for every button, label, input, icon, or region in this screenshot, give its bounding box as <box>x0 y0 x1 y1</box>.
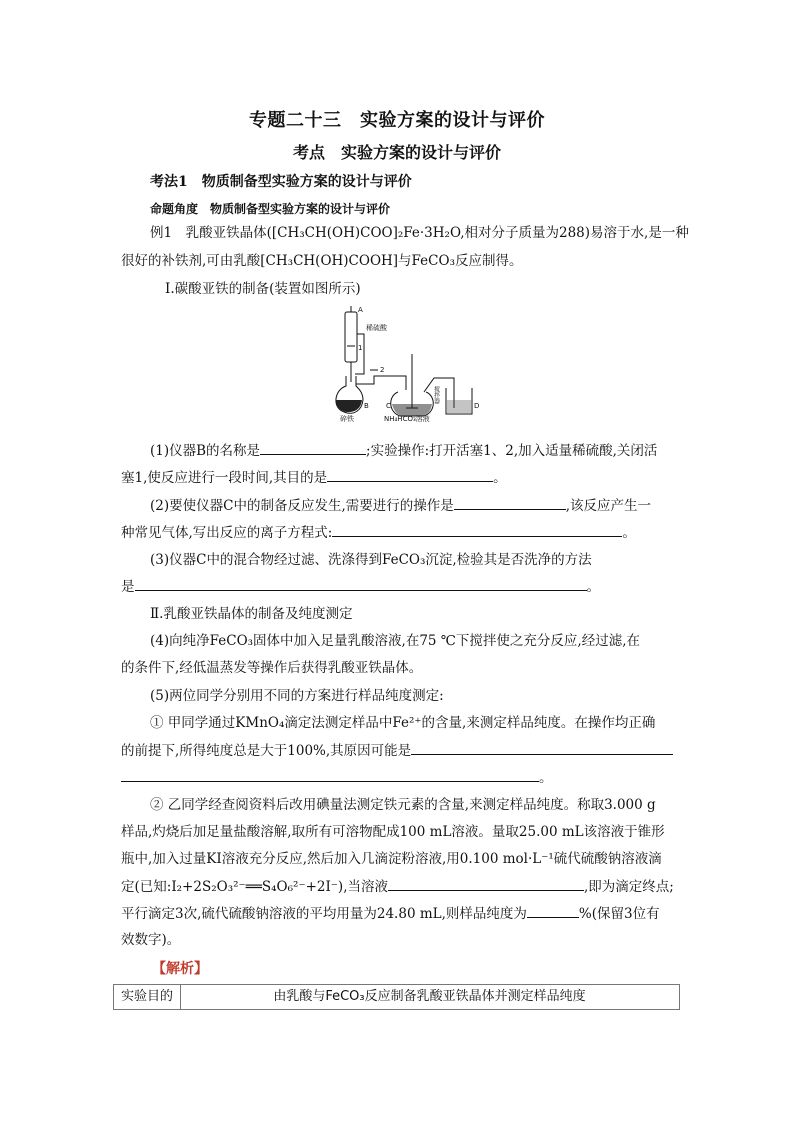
example-line-1: 例1 乳酸亚铁晶体([CH₃CH(OH)COO]₂Fe·3H₂O,相对分子质量为288)易溶于水,是一种 <box>150 225 689 241</box>
label-2: 2 <box>380 366 385 374</box>
label-acid: 稀硫酸 <box>366 324 387 332</box>
q5-2-text-f: 平行滴定3次,硫代硫酸钠溶液的平均用量为24.80 mL,则样品纯度为 <box>121 906 527 922</box>
analysis-table <box>113 984 680 1010</box>
connecting-tube <box>356 376 406 390</box>
q5-1-text-b: 的前提下,所得纯度总是大于100%,其原因可能是 <box>121 743 412 759</box>
analysis-row-head: 实验目的 <box>114 985 181 1009</box>
q5-2-text-e: ,即为滴定终点; <box>584 879 674 895</box>
angle-heading: 命题角度 物质制备型实验方案的设计与评价 <box>150 202 391 216</box>
q2-text-b: ,该反应产生一 <box>565 498 652 514</box>
question-1-line-2 <box>121 467 507 488</box>
question-5-2-line-1: ② 乙同学经查阅资料后改用碘量法测定铁元素的含量,来测定样品纯度。称取3.000 g <box>150 797 656 813</box>
page-title: 专题二十三 实验方案的设计与评价 <box>249 110 545 131</box>
q3-blank[interactable] <box>135 576 587 591</box>
question-5-2-line-4 <box>121 876 674 897</box>
q1-blank-1[interactable] <box>260 440 366 455</box>
q3-text-c: 。 <box>586 579 600 595</box>
q1-text-d: 。 <box>493 470 507 486</box>
q2-blank-1[interactable] <box>454 495 566 510</box>
question-5-1-line-2 <box>121 740 673 761</box>
question-5-2-line-6: 效数字)。 <box>121 932 181 948</box>
label-b: B <box>364 402 369 410</box>
label-a: A <box>358 306 363 314</box>
label-solution: NH₄HCO₃溶液 <box>384 415 430 422</box>
question-5-2-line-3: 瓶中,加入过量KI溶液充分反应,然后加入几滴淀粉溶液,用0.100 mol·L⁻¹硫代硫酸钠溶液滴 <box>121 851 662 867</box>
example-line-2: 很好的补铁剂,可由乳酸[CH₃CH(OH)COOH]与FeCO₃反应制得。 <box>121 253 523 269</box>
part-1-heading: Ⅰ.碳酸亚铁的制备(装置如图所示) <box>165 281 361 297</box>
q2-text-d: 。 <box>622 525 636 541</box>
question-4-line-1: (4)向纯净FeCO₃固体中加入足量乳酸溶液,在75 ℃下搅拌使之充分反应,经过滤,在 <box>150 633 640 649</box>
pressure-tube <box>355 334 364 374</box>
question-5-2-line-2: 样品,灼烧后加足量盐酸溶解,取所有可溶物配成100 mL溶液。量取25.00 mL该溶液于锥形 <box>121 824 665 840</box>
q2-text-a: (2)要使仪器C中的制备反应发生,需要进行的操作是 <box>150 498 454 514</box>
label-iron: 碎铁 <box>340 415 354 422</box>
q1-text-a: (1)仪器B的名称是 <box>150 443 261 459</box>
question-3-line-1: (3)仪器C中的混合物经过滤、洗涤得到FeCO₃沉淀,检验其是否洗净的方法 <box>150 552 592 568</box>
label-d: D <box>474 402 480 410</box>
apparatus-diagram <box>328 304 488 422</box>
question-5-1-line-3 <box>121 767 553 788</box>
q5-1-blank-2[interactable] <box>121 767 539 782</box>
q1-text-b: ;实验操作:打开活塞1、2,加入适量稀硫酸,关闭活 <box>366 443 658 459</box>
q5-1-blank-1[interactable] <box>411 740 673 755</box>
q2-blank-2[interactable] <box>332 522 622 537</box>
question-5-2-line-5 <box>121 903 660 924</box>
question-3-line-2 <box>121 576 600 597</box>
question-5-1-line-1: ① 甲同学通过KMnO₄滴定法测定样品中Fe²⁺的含量,来测定样品纯度。在操作均正确 <box>150 715 656 731</box>
q5-2-blank-1[interactable] <box>388 876 584 891</box>
analysis-row-value: 由乳酸与FeCO₃反应制备乳酸亚铁晶体并测定样品纯度 <box>273 989 586 1004</box>
label-c: C <box>386 402 391 410</box>
section-subtitle: 考点 实验方案的设计与评价 <box>292 143 501 162</box>
funnel-body <box>345 312 357 362</box>
q5-2-text-g: %(保留3位有 <box>578 906 660 922</box>
question-1-line-1 <box>150 440 657 461</box>
part-2-heading: Ⅱ.乳酸亚铁晶体的制备及纯度测定 <box>150 606 353 622</box>
q2-text-c: 种常见气体,写出反应的离子方程式: <box>121 525 333 541</box>
q3-text-b: 是 <box>121 579 135 595</box>
q5-1-text-c: 。 <box>539 770 553 786</box>
q5-2-blank-2[interactable] <box>527 903 579 918</box>
question-5-intro: (5)两位同学分别用不同的方案进行样品纯度测定: <box>150 688 444 704</box>
q1-text-c: 塞1,使反应进行一段时间,其目的是 <box>121 470 328 486</box>
label-stirrer: 搅拌器 <box>432 386 440 404</box>
beaker-liquid <box>447 400 471 413</box>
label-1: 1 <box>358 344 363 352</box>
question-2-line-2 <box>121 522 636 543</box>
analysis-label: 【解析】 <box>152 961 208 977</box>
q5-2-text-d: 定(已知:I₂+2S₂O₃²⁻══S₄O₆²⁻+2I⁻),当溶液 <box>121 879 388 895</box>
method-heading: 考法1 物质制备型实验方案的设计与评价 <box>150 174 412 190</box>
question-4-line-2: 的条件下,经低温蒸发等操作后获得乳酸亚铁晶体。 <box>121 660 423 676</box>
q1-blank-2[interactable] <box>327 467 493 482</box>
question-2-line-1 <box>150 495 651 516</box>
